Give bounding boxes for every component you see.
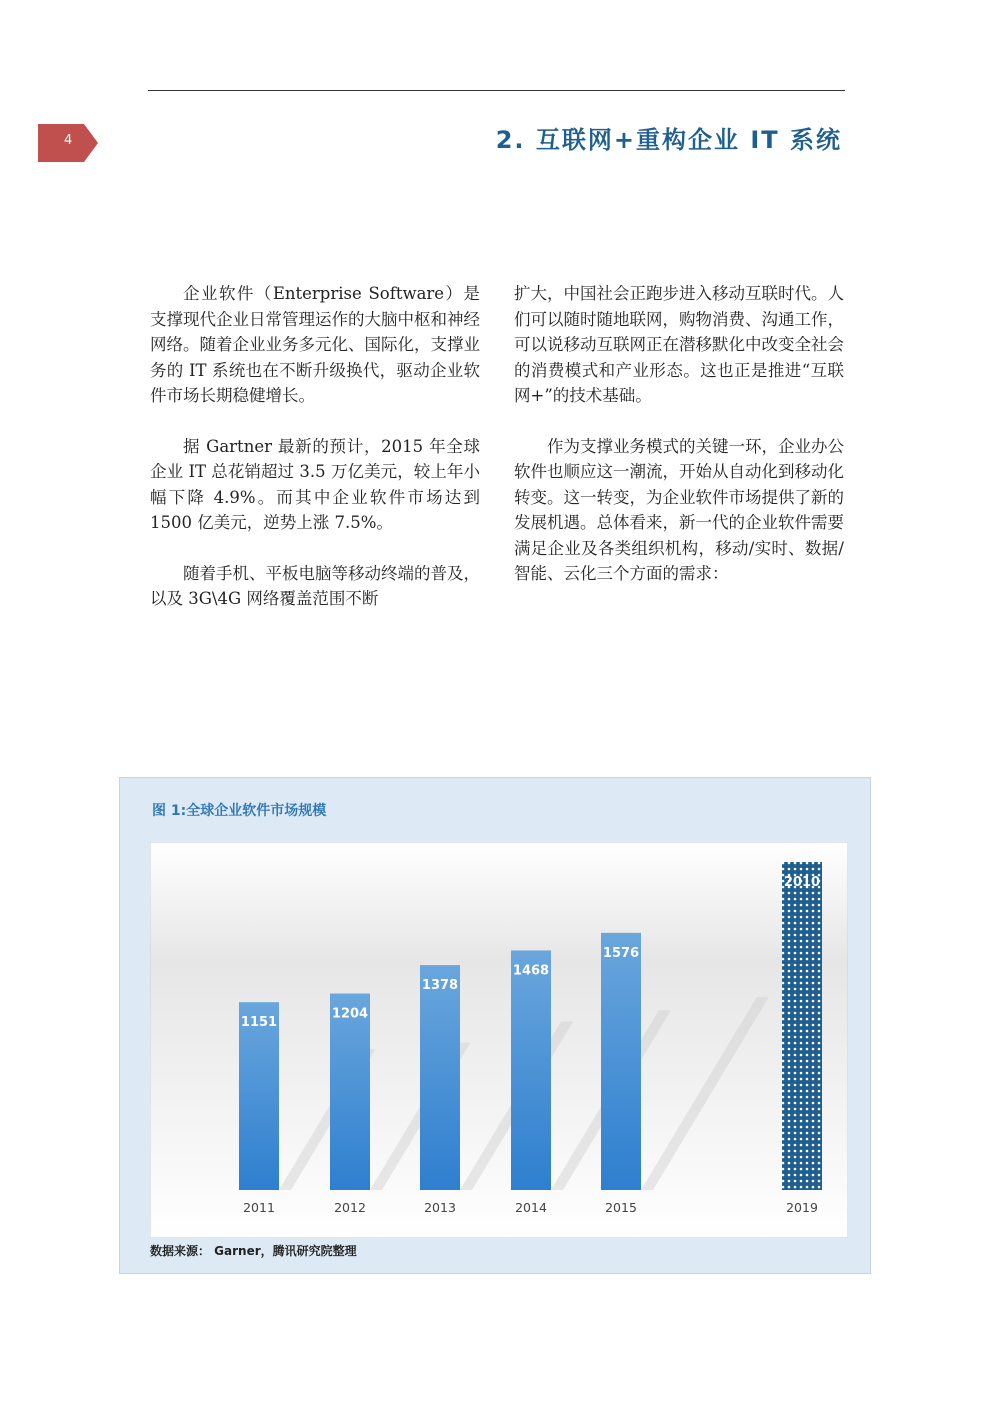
x-tick-2013: 2013 <box>424 1200 456 1215</box>
bar-2012 <box>330 994 370 1190</box>
bar-2011 <box>239 1002 279 1190</box>
data-label-2011: 1151 <box>240 1015 278 1031</box>
paragraph: 企业软件（Enterprise Software）是支撑现代企业日常管理运作的大脑中枢和神经网络。随着企业业务多元化、国际化，支撑业务的 IT 系统也在不断升级换代，驱动企业软件市场长期稳健增长。 <box>150 284 480 405</box>
bar-2014 <box>511 950 551 1190</box>
figure-source: 数据来源： Garner，腾讯研究院整理 <box>150 1244 357 1258</box>
header-rule <box>148 90 845 91</box>
page-number: 4 <box>64 133 73 148</box>
x-tick-2019: 2019 <box>786 1200 818 1215</box>
bar-chart <box>150 842 848 1238</box>
data-label-2012: 1204 <box>331 1006 369 1022</box>
x-tick-2011: 2011 <box>243 1200 275 1215</box>
paragraph: 扩大，中国社会正跑步进入移动互联时代。人们可以随时随地联网，购物消费、沟通工作，可以说移动互联网正在潜移默化中改变全社会的消费模式和产业形态。这也正是推进“互联网+”的技术基础。 <box>514 284 844 405</box>
data-label-2014: 1468 <box>512 963 550 979</box>
x-tick-2015: 2015 <box>605 1200 637 1215</box>
data-label-2015: 1576 <box>602 945 640 961</box>
x-tick-2012: 2012 <box>334 1200 366 1215</box>
right-column <box>514 281 844 612</box>
bar-2019 <box>782 862 822 1190</box>
paragraph: 随着手机、平板电脑等移动终端的普及，以及 3G\4G 网络覆盖范围不断 <box>150 563 480 608</box>
left-column <box>150 281 480 637</box>
figure-caption: 图 1:全球企业软件市场规模 <box>152 803 327 819</box>
bar-2013 <box>420 965 460 1190</box>
data-label-2013: 1378 <box>421 978 459 994</box>
data-label-2019: 2010 <box>783 875 821 890</box>
paragraph: 据 Gartner 最新的预计，2015 年全球企业 IT 总花销超过 3.5 万亿美元，较上年小幅下降 4.9%。而其中企业软件市场达到 1500 亿美元，逆势上涨 7.5%。 <box>150 436 480 532</box>
bar-2015 <box>601 933 641 1190</box>
section-title: 2. 互联网+重构企业 IT 系统 <box>495 126 842 154</box>
x-tick-2014: 2014 <box>515 1200 547 1215</box>
paragraph: 作为支撑业务模式的关键一环，企业办公软件也顺应这一潮流，开始从自动化到移动化转变。这一转变，为企业软件市场提供了新的发展机遇。总体看来，新一代的企业软件需要满足企业及各类组织机构，移动/实时、数据/智能、云化三个方面的需求： <box>514 436 844 583</box>
